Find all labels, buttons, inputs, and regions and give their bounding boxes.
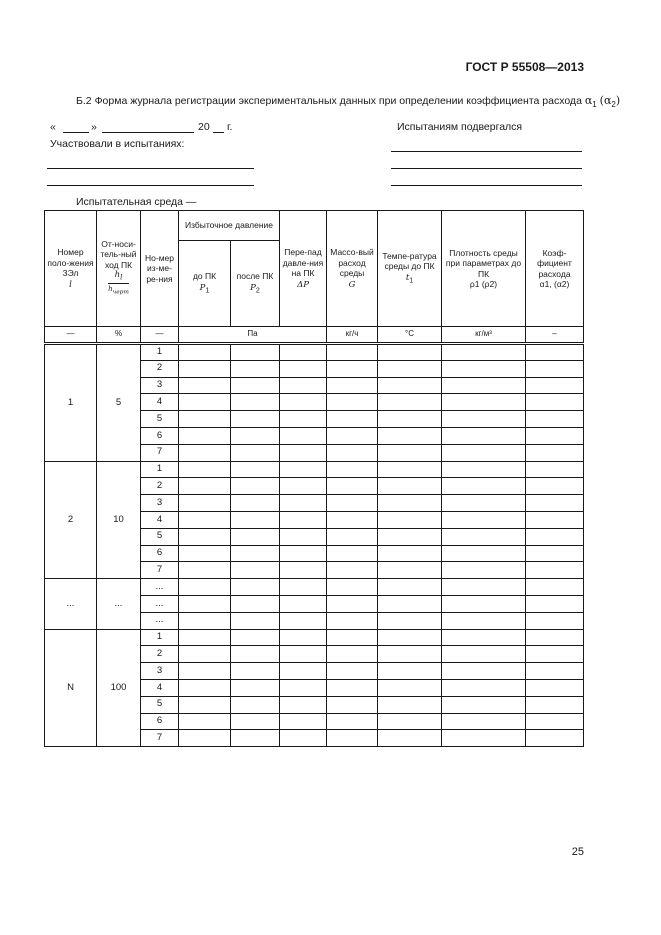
quote-open: « <box>50 121 56 133</box>
cell-before[interactable] <box>179 646 231 663</box>
tested-line-2[interactable] <box>391 168 582 169</box>
cell-drop[interactable] <box>280 427 327 444</box>
cell-drop[interactable] <box>280 595 327 612</box>
cell-density[interactable] <box>442 528 526 545</box>
lift-fraction: $\frac{h_l}{h_{черт}}$ <box>108 270 129 296</box>
cell-after[interactable] <box>231 545 280 562</box>
cell-coefficient[interactable] <box>526 679 584 696</box>
alpha-symbol-2: α <box>603 94 612 107</box>
cell-lift: ... <box>97 579 141 629</box>
date-row <box>50 121 330 135</box>
cell-after[interactable] <box>231 663 280 680</box>
units-row <box>45 327 584 344</box>
cell-coefficient[interactable] <box>526 629 584 646</box>
cell-drop[interactable] <box>280 377 327 394</box>
header-drop: Пере-пад давле-ния на ПК ΔP <box>280 211 327 327</box>
cell-before[interactable] <box>179 344 231 361</box>
cell-coefficient[interactable] <box>526 444 584 461</box>
cell-coefficient[interactable] <box>526 545 584 562</box>
header-before: до ПК $P_1$ <box>179 241 231 327</box>
cell-mass[interactable] <box>327 629 378 646</box>
cell-measure: ... <box>141 612 179 629</box>
year-field[interactable] <box>213 132 224 133</box>
unit-lift: % <box>97 327 141 344</box>
cell-drop[interactable] <box>280 562 327 579</box>
cell-mass[interactable] <box>327 528 378 545</box>
cell-temperature[interactable] <box>378 612 442 629</box>
unit-temperature: °С <box>378 327 442 344</box>
cell-temperature[interactable] <box>378 377 442 394</box>
cell-measure: 3 <box>141 663 179 680</box>
cell-coefficient[interactable] <box>526 528 584 545</box>
quote-close: » <box>91 121 97 133</box>
header-lift: От-носи-тель-ный ход ПК $\frac{h_l}{h_{черт}}$ <box>97 211 141 327</box>
cell-position: N <box>45 629 97 747</box>
cell-position: ... <box>45 579 97 629</box>
header-density: Плотность среды при параметрах до ПК ρ1 (ρ2) <box>442 211 526 327</box>
alpha-sub-2: 2 <box>611 100 616 110</box>
table-row <box>45 629 584 646</box>
cell-density[interactable] <box>442 411 526 428</box>
alpha-symbol: α <box>584 94 593 107</box>
cell-after[interactable] <box>231 646 280 663</box>
cell-density[interactable] <box>442 713 526 730</box>
cell-measure: 4 <box>141 679 179 696</box>
cell-before[interactable] <box>179 444 231 461</box>
cell-temperature[interactable] <box>378 730 442 747</box>
cell-lift: 100 <box>97 629 141 747</box>
header-mass-flow: Массо-вый расход среды G <box>327 211 378 327</box>
standard-number: ГОСТ Р 55508—2013 <box>465 60 584 74</box>
cell-coefficient[interactable] <box>526 612 584 629</box>
cell-after[interactable] <box>231 344 280 361</box>
cell-before[interactable] <box>179 427 231 444</box>
cell-coefficient[interactable] <box>526 562 584 579</box>
cell-coefficient[interactable] <box>526 696 584 713</box>
cell-lift: 5 <box>97 344 141 462</box>
cell-after[interactable] <box>231 730 280 747</box>
cell-temperature[interactable] <box>378 427 442 444</box>
cell-measure: 2 <box>141 478 179 495</box>
cell-drop[interactable] <box>280 444 327 461</box>
cell-drop[interactable] <box>280 394 327 411</box>
cell-drop[interactable] <box>280 696 327 713</box>
header-temperature: Темпе-ратура среды до ПК $t_1$ <box>378 211 442 327</box>
header-measure: Но-мер из-ме-ре-ния <box>141 211 179 327</box>
cell-before[interactable] <box>179 612 231 629</box>
cell-mass[interactable] <box>327 478 378 495</box>
cell-measure: 3 <box>141 495 179 512</box>
cell-measure: 6 <box>141 427 179 444</box>
cell-coefficient[interactable] <box>526 646 584 663</box>
registration-table <box>44 210 584 747</box>
cell-after[interactable] <box>231 495 280 512</box>
cell-measure: 7 <box>141 562 179 579</box>
cell-density[interactable] <box>442 394 526 411</box>
cell-density[interactable] <box>442 545 526 562</box>
cell-drop[interactable] <box>280 663 327 680</box>
cell-density[interactable] <box>442 444 526 461</box>
unit-measure: — <box>141 327 179 344</box>
cell-after[interactable] <box>231 411 280 428</box>
cell-coefficient[interactable] <box>526 360 584 377</box>
cell-drop[interactable] <box>280 461 327 478</box>
cell-density[interactable] <box>442 511 526 528</box>
cell-after[interactable] <box>231 511 280 528</box>
cell-measure: 6 <box>141 545 179 562</box>
cell-density[interactable] <box>442 461 526 478</box>
cell-coefficient[interactable] <box>526 730 584 747</box>
cell-before[interactable] <box>179 461 231 478</box>
cell-mass[interactable] <box>327 511 378 528</box>
cell-density[interactable] <box>442 663 526 680</box>
cell-before[interactable] <box>179 528 231 545</box>
tested-label: Испытаниям подвергался <box>397 121 523 133</box>
cell-drop[interactable] <box>280 579 327 596</box>
cell-density[interactable] <box>442 629 526 646</box>
unit-density: кг/м³ <box>442 327 526 344</box>
paren-open: ( <box>599 94 604 107</box>
cell-measure: 5 <box>141 411 179 428</box>
cell-density[interactable] <box>442 730 526 747</box>
cell-measure: 4 <box>141 511 179 528</box>
paren-close: ) <box>615 94 621 107</box>
cell-drop[interactable] <box>280 478 327 495</box>
cell-drop[interactable] <box>280 344 327 361</box>
cell-mass[interactable] <box>327 444 378 461</box>
cell-temperature[interactable] <box>378 679 442 696</box>
cell-before[interactable] <box>179 696 231 713</box>
cell-temperature[interactable] <box>378 595 442 612</box>
cell-coefficient[interactable] <box>526 663 584 680</box>
cell-measure: 1 <box>141 344 179 361</box>
page-number: 25 <box>571 846 584 858</box>
header-position: Номер поло-жения ЗЭл l <box>45 211 97 327</box>
cell-after[interactable] <box>231 579 280 596</box>
cell-temperature[interactable] <box>378 696 442 713</box>
cell-density[interactable] <box>442 679 526 696</box>
cell-coefficient[interactable] <box>526 344 584 361</box>
cell-drop[interactable] <box>280 528 327 545</box>
participant-line-1[interactable] <box>47 168 254 169</box>
cell-coefficient[interactable] <box>526 495 584 512</box>
cell-temperature[interactable] <box>378 411 442 428</box>
caption-text: Б.2 Форма журнала регистрации экспериментальных данных при определении коэффициента расхода <box>76 95 582 107</box>
cell-after[interactable] <box>231 394 280 411</box>
cell-temperature[interactable] <box>378 444 442 461</box>
cell-before[interactable] <box>179 511 231 528</box>
cell-after[interactable] <box>231 696 280 713</box>
cell-mass[interactable] <box>327 595 378 612</box>
cell-before[interactable] <box>179 562 231 579</box>
unit-position: — <box>45 327 97 344</box>
cell-temperature[interactable] <box>378 646 442 663</box>
cell-temperature[interactable] <box>378 562 442 579</box>
data-body <box>45 344 584 747</box>
cell-mass[interactable] <box>327 411 378 428</box>
cell-drop[interactable] <box>280 612 327 629</box>
cell-measure: 6 <box>141 713 179 730</box>
month-field[interactable] <box>102 132 194 133</box>
cell-measure: 7 <box>141 730 179 747</box>
cell-drop[interactable] <box>280 411 327 428</box>
cell-lift: 10 <box>97 461 141 579</box>
cell-temperature[interactable] <box>378 713 442 730</box>
cell-mass[interactable] <box>327 646 378 663</box>
cell-before[interactable] <box>179 679 231 696</box>
cell-temperature[interactable] <box>378 579 442 596</box>
cell-measure: ... <box>141 595 179 612</box>
cell-after[interactable] <box>231 360 280 377</box>
cell-measure: 1 <box>141 629 179 646</box>
cell-density[interactable] <box>442 495 526 512</box>
cell-after[interactable] <box>231 562 280 579</box>
cell-before[interactable] <box>179 713 231 730</box>
cell-temperature[interactable] <box>378 461 442 478</box>
cell-after[interactable] <box>231 713 280 730</box>
cell-coefficient[interactable] <box>526 411 584 428</box>
cell-temperature[interactable] <box>378 478 442 495</box>
cell-temperature[interactable] <box>378 663 442 680</box>
cell-mass[interactable] <box>327 495 378 512</box>
cell-mass[interactable] <box>327 730 378 747</box>
cell-temperature[interactable] <box>378 394 442 411</box>
alpha-sub-1: 1 <box>592 100 597 110</box>
cell-temperature[interactable] <box>378 344 442 361</box>
cell-temperature[interactable] <box>378 528 442 545</box>
cell-coefficient[interactable] <box>526 427 584 444</box>
cell-drop[interactable] <box>280 646 327 663</box>
cell-temperature[interactable] <box>378 511 442 528</box>
cell-density[interactable] <box>442 562 526 579</box>
cell-position: 2 <box>45 461 97 579</box>
cell-before[interactable] <box>179 629 231 646</box>
unit-pressure: Па <box>179 327 327 344</box>
tested-line-3[interactable] <box>391 185 582 186</box>
cell-measure: 5 <box>141 696 179 713</box>
cell-density[interactable] <box>442 612 526 629</box>
cell-mass[interactable] <box>327 713 378 730</box>
cell-drop[interactable] <box>280 713 327 730</box>
cell-after[interactable] <box>231 679 280 696</box>
cell-position: 1 <box>45 344 97 462</box>
cell-after[interactable] <box>231 629 280 646</box>
environment-label: Испытательная среда — <box>76 196 197 208</box>
cell-mass[interactable] <box>327 612 378 629</box>
cell-before[interactable] <box>179 730 231 747</box>
day-field[interactable] <box>63 132 89 133</box>
cell-before[interactable] <box>179 360 231 377</box>
cell-density[interactable] <box>442 360 526 377</box>
cell-density[interactable] <box>442 344 526 361</box>
cell-before[interactable] <box>179 545 231 562</box>
year-prefix: 20 <box>198 121 210 133</box>
cell-temperature[interactable] <box>378 360 442 377</box>
cell-mass[interactable] <box>327 545 378 562</box>
participant-line-2[interactable] <box>47 185 254 186</box>
cell-density[interactable] <box>442 478 526 495</box>
unit-coefficient: – <box>526 327 584 344</box>
form-caption <box>76 94 620 109</box>
cell-temperature[interactable] <box>378 495 442 512</box>
cell-drop[interactable] <box>280 730 327 747</box>
cell-coefficient[interactable] <box>526 579 584 596</box>
unit-mass: кг/ч <box>327 327 378 344</box>
cell-coefficient[interactable] <box>526 394 584 411</box>
cell-mass[interactable] <box>327 427 378 444</box>
cell-coefficient[interactable] <box>526 461 584 478</box>
cell-after[interactable] <box>231 478 280 495</box>
cell-measure: 1 <box>141 461 179 478</box>
cell-drop[interactable] <box>280 511 327 528</box>
cell-density[interactable] <box>442 595 526 612</box>
cell-density[interactable] <box>442 696 526 713</box>
cell-before[interactable] <box>179 663 231 680</box>
cell-temperature[interactable] <box>378 545 442 562</box>
cell-after[interactable] <box>231 612 280 629</box>
cell-after[interactable] <box>231 595 280 612</box>
cell-density[interactable] <box>442 646 526 663</box>
cell-after[interactable] <box>231 461 280 478</box>
cell-after[interactable] <box>231 427 280 444</box>
header-coefficient: Коэф-фициент расхода α1, (α2) <box>526 211 584 327</box>
cell-measure: ... <box>141 579 179 596</box>
cell-measure: 2 <box>141 360 179 377</box>
cell-measure: 7 <box>141 444 179 461</box>
cell-drop[interactable] <box>280 545 327 562</box>
cell-before[interactable] <box>179 495 231 512</box>
cell-mass[interactable] <box>327 696 378 713</box>
table-row <box>45 461 584 478</box>
cell-mass[interactable] <box>327 562 378 579</box>
cell-density[interactable] <box>442 427 526 444</box>
cell-measure: 3 <box>141 377 179 394</box>
cell-mass[interactable] <box>327 377 378 394</box>
cell-before[interactable] <box>179 411 231 428</box>
cell-before[interactable] <box>179 394 231 411</box>
cell-after[interactable] <box>231 377 280 394</box>
cell-before[interactable] <box>179 478 231 495</box>
year-suffix: г. <box>227 121 233 133</box>
tested-line-1[interactable] <box>391 151 582 152</box>
cell-drop[interactable] <box>280 495 327 512</box>
cell-density[interactable] <box>442 377 526 394</box>
cell-before[interactable] <box>179 595 231 612</box>
cell-coefficient[interactable] <box>526 478 584 495</box>
cell-after[interactable] <box>231 444 280 461</box>
cell-mass[interactable] <box>327 579 378 596</box>
cell-mass[interactable] <box>327 344 378 361</box>
cell-before[interactable] <box>179 579 231 596</box>
participated-label: Участвовали в испытаниях: <box>50 138 185 150</box>
cell-density[interactable] <box>442 579 526 596</box>
cell-coefficient[interactable] <box>526 511 584 528</box>
cell-mass[interactable] <box>327 461 378 478</box>
cell-after[interactable] <box>231 528 280 545</box>
cell-measure: 2 <box>141 646 179 663</box>
cell-mass[interactable] <box>327 360 378 377</box>
cell-drop[interactable] <box>280 629 327 646</box>
cell-drop[interactable] <box>280 679 327 696</box>
table-row <box>45 344 584 361</box>
cell-before[interactable] <box>179 377 231 394</box>
header-excess-pressure: Избыточное давление <box>179 211 280 241</box>
cell-measure: 5 <box>141 528 179 545</box>
cell-coefficient[interactable] <box>526 595 584 612</box>
cell-coefficient[interactable] <box>526 377 584 394</box>
cell-temperature[interactable] <box>378 629 442 646</box>
cell-mass[interactable] <box>327 663 378 680</box>
cell-mass[interactable] <box>327 679 378 696</box>
header-after: после ПК $P_2$ <box>231 241 280 327</box>
table-row <box>45 579 584 596</box>
cell-coefficient[interactable] <box>526 713 584 730</box>
cell-mass[interactable] <box>327 394 378 411</box>
cell-drop[interactable] <box>280 360 327 377</box>
cell-measure: 4 <box>141 394 179 411</box>
